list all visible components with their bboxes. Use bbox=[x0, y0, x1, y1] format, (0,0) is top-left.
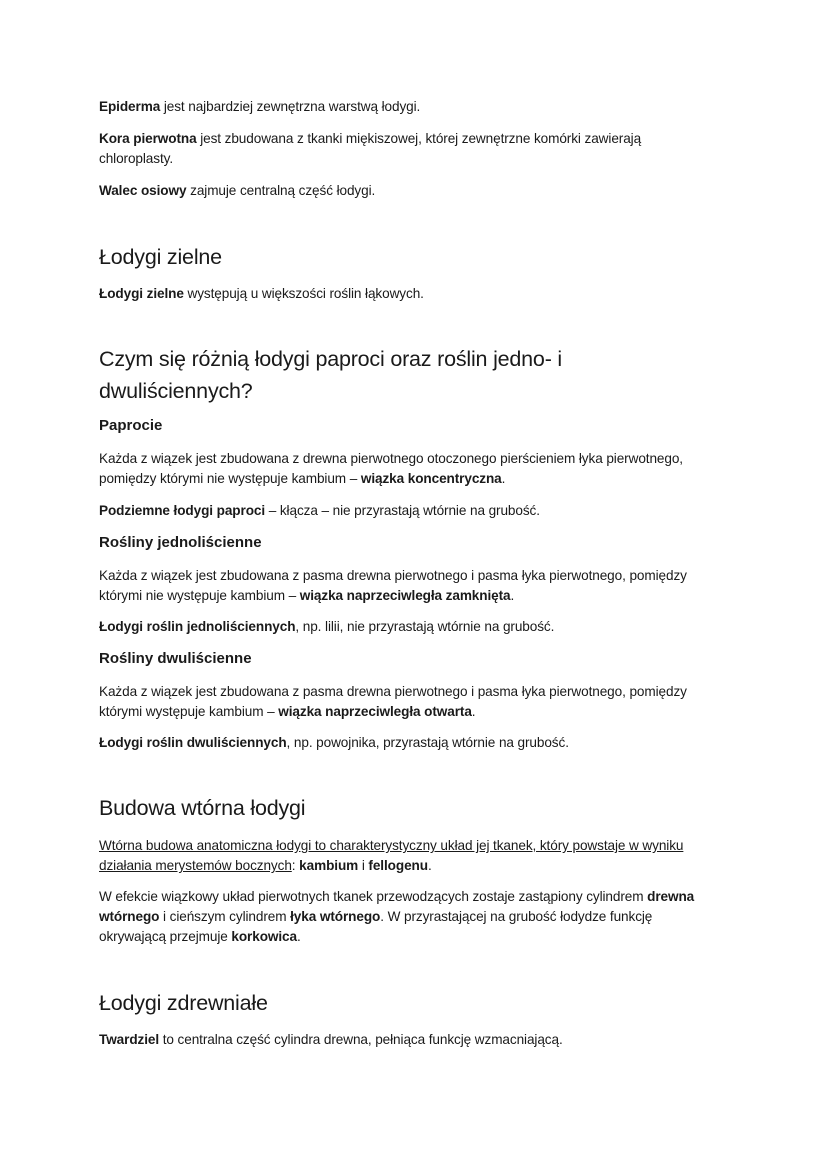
paragraph-text: Każda z wiązek jest zbudowana z pasma drewna pierwotnego i pasma łyka pierwotnego, pomiędzy którymi nie występuje kambium – bbox=[99, 568, 687, 603]
paragraph-text: zajmuje centralną część łodygi. bbox=[186, 183, 376, 198]
paragraph-text: jest zbudowana z tkanki miękiszowej, której zewnętrzne komórki zawierają chloroplasty. bbox=[99, 131, 642, 166]
paragraph-jednolisciennE-wiazki bbox=[99, 566, 709, 606]
heading-lodygi-zielne: Łodygi zielne bbox=[99, 245, 222, 269]
paragraph-text: to centralna część cylindra drewna, pełniąca funkcję wzmacniającą. bbox=[159, 1032, 563, 1047]
paragraph-jednolisciennE-przyrost bbox=[99, 617, 709, 637]
punctuation: . bbox=[510, 588, 515, 603]
paragraph-lodygi-zielne bbox=[99, 284, 709, 304]
punctuation: . bbox=[427, 858, 432, 873]
paragraph-paprocie-wiazki bbox=[99, 449, 709, 489]
paragraph-text: , np. powojnika, przyrastają wtórnie na grubość. bbox=[286, 735, 569, 750]
paragraph-text: występują u większości roślin łąkowych. bbox=[183, 286, 424, 301]
term-bold: fellogenu bbox=[368, 858, 428, 873]
punctuation: . bbox=[471, 704, 476, 719]
term-bold: Łodygi zielne bbox=[99, 286, 184, 301]
paragraph-paprocie-klacza bbox=[99, 501, 709, 521]
term-bold: wiązka naprzeciwległa zamknięta bbox=[299, 588, 511, 603]
paragraph-budowa-wtorna-definicja bbox=[99, 836, 709, 876]
term-bold: wiązka naprzeciwległa otwarta bbox=[278, 704, 472, 719]
punctuation: : bbox=[291, 858, 300, 873]
term-bold: drewna wtórnego bbox=[99, 889, 695, 924]
heading-lodygi-zdrewniale: Łodygi zdrewniałe bbox=[99, 991, 268, 1015]
paragraph-text: jest najbardziej zewnętrzna warstwą łodygi. bbox=[160, 99, 421, 114]
term-bold: kambium bbox=[299, 858, 359, 873]
term-bold: Twardziel bbox=[99, 1032, 160, 1047]
subheading-paprocie: Paprocie bbox=[99, 417, 163, 434]
paragraph-text: W efekcie wiązkowy układ pierwotnych tkanek przewodzących zostaje zastąpiony cylindrem bbox=[99, 889, 648, 904]
term-bold: wiązka koncentryczna bbox=[360, 471, 502, 486]
paragraph-twardziel bbox=[99, 1030, 709, 1050]
paragraph-walec bbox=[99, 181, 709, 201]
term-bold: Epiderma bbox=[99, 99, 161, 114]
paragraph-text: i bbox=[358, 858, 369, 873]
paragraph-dwuliscienne-wiazki bbox=[99, 682, 709, 722]
term-bold: Podziemne łodygi paproci bbox=[99, 503, 266, 518]
term-bold: Walec osiowy bbox=[99, 183, 187, 198]
term-bold: Kora pierwotna bbox=[99, 131, 197, 146]
punctuation: . bbox=[296, 929, 301, 944]
paragraph-text: . W przyrastającej na grubość łodydze funkcję okrywającą przejmuje bbox=[99, 909, 653, 944]
heading-budowa-wtorna: Budowa wtórna łodygi bbox=[99, 796, 306, 820]
subheading-jednolisciennE: Rośliny jednoliścienne bbox=[99, 534, 262, 551]
punctuation: . bbox=[501, 471, 506, 486]
paragraph-text: , np. lilii, nie przyrastają wtórnie na grubość. bbox=[295, 619, 555, 634]
subheading-dwuliscienne: Rośliny dwuliścienne bbox=[99, 650, 252, 667]
paragraph-text: Każda z wiązek jest zbudowana z pasma drewna pierwotnego i pasma łyka pierwotnego, pomiędzy którymi występuje kambium – bbox=[99, 684, 687, 719]
term-bold: łyka wtórnego bbox=[290, 909, 381, 924]
underlined-definition: Wtórna budowa anatomiczna łodygi to charakterystyczny układ jej tkanek, który powstaje w wyniku działania merystemów bocznych bbox=[99, 838, 684, 873]
heading-comparison: Czym się różnią łodygi paproci oraz roślin jedno- i dwuliściennych? bbox=[99, 347, 562, 403]
paragraph-text: i cieńszym cylindrem bbox=[159, 909, 291, 924]
term-bold: Łodygi roślin dwuliściennych bbox=[99, 735, 287, 750]
paragraph-dwuliscienne-przyrost bbox=[99, 733, 709, 753]
term-bold: Łodygi roślin jednoliściennych bbox=[99, 619, 296, 634]
paragraph-text: Każda z wiązek jest zbudowana z drewna pierwotnego otoczonego pierścieniem łyka pierwotnego, pomiędzy którymi nie występuje kambium – bbox=[99, 451, 683, 486]
paragraph-epiderma bbox=[99, 97, 709, 117]
paragraph-budowa-wtorna-efekt bbox=[99, 887, 709, 947]
paragraph-kora bbox=[99, 129, 709, 169]
paragraph-text: – kłącza – nie przyrastają wtórnie na grubość. bbox=[265, 503, 540, 518]
term-bold: korkowica bbox=[231, 929, 297, 944]
